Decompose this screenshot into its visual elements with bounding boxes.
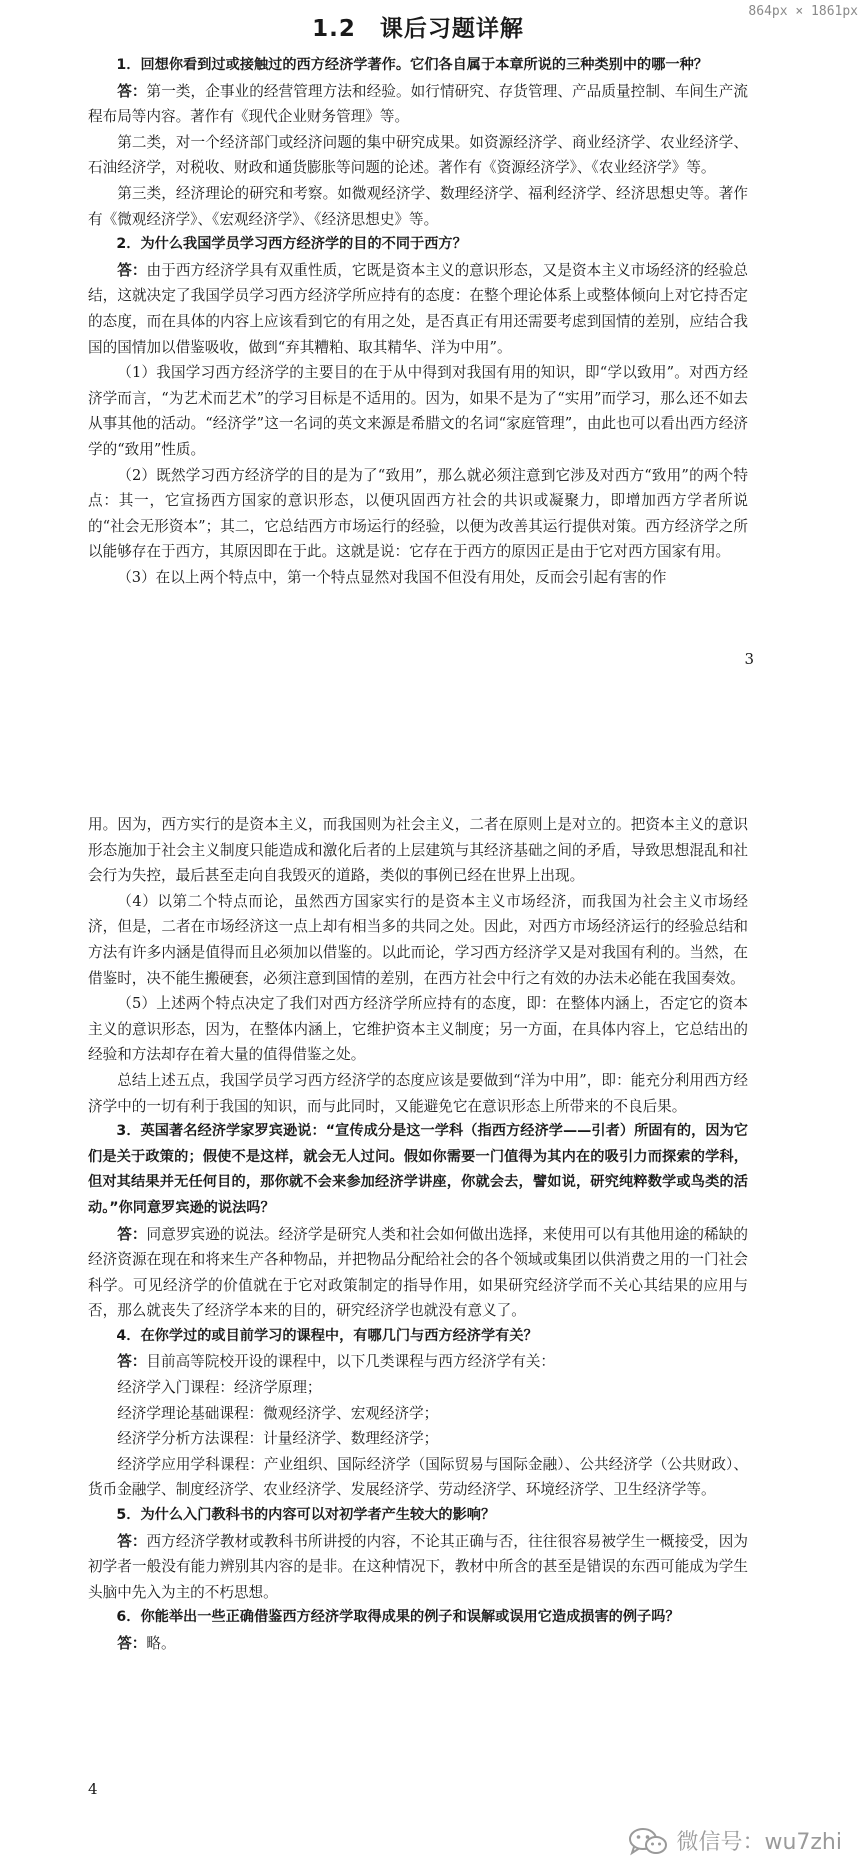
answer-label: 答： (117, 1353, 147, 1371)
paragraph: 经济学理论基础课程：微观经济学、宏观经济学； (117, 1404, 439, 1422)
answer-text: 第一类，企事业的经营管理方法和经验。如行情研究、存货管理、产品质量控制、车间生产流程布局等内容。著作有《现代企业财务管理》等。 (88, 82, 748, 126)
question: 6．你能举出一些正确借鉴西方经济学取得成果的例子和误解或误用它造成损害的例子吗？ (116, 1609, 680, 1626)
page-3-body (88, 53, 748, 590)
wechat-watermark (628, 1825, 842, 1856)
page-4-content (88, 812, 748, 1657)
answer-label: 答： (117, 1532, 147, 1550)
page-number: 4 (88, 1780, 98, 1798)
answer-label: 答： (117, 1635, 147, 1652)
answer-label: 答： (117, 261, 147, 279)
paragraph: （1）我国学习西方经济学的主要目的在于从中得到对我国有用的知识，即“学以致用”。对西方经济学而言，“为艺术而艺术”的学习目标是不适用的。因为，如果不是为了“实用”而学习，那么还不如去从事其他的活动。“经济学”这一名词的英文来源是希腊文的名词“家庭管理”，由此也可以看出西方经济学的“致用”性质。 (88, 364, 748, 458)
question: 4．在你学过的或目前学习的课程中，有哪几门与西方经济学有关？ (116, 1327, 538, 1344)
answer-text: 目前高等院校开设的课程中，以下几类课程与西方经济学有关： (146, 1353, 556, 1371)
paragraph: 经济学分析方法课程：计量经济学、数理经济学； (117, 1430, 439, 1448)
paragraph: 总结上述五点，我国学员学习西方经济学的态度应该是要做到“洋为中用”，即：能充分利用西方经济学中的一切有利于我国的知识，而与此同时，又能避免它在意识形态上所带来的不良后果。 (88, 1071, 748, 1115)
answer-text: 由于西方经济学具有双重性质，它既是资本主义的意识形态，又是资本主义市场经济的经验总结，这就决定了我国学员学习西方经济学所应持有的态度：在整个理论体系上或整体倾向上对它持否定的态度，而在具体的内容上应该看到它的有用之处，是否真正有用还需要考虑到国情的差别，应结合我国的国情加以借鉴吸收，做到“弃其糟粕、取其精华、洋为中用”。 (88, 261, 748, 356)
page-3-content (88, 10, 748, 590)
answer-label: 答： (117, 1225, 147, 1243)
paragraph: 经济学入门课程：经济学原理； (117, 1379, 322, 1397)
paragraph-continued: 用。因为，西方实行的是资本主义，而我国则为社会主义，二者在原则上是对立的。把资本主义的意识形态施加于社会主义制度只能造成和激化后者的上层建筑与其经济基础之间的矛盾，导致思想混乱和社会行为失控，最后甚至走向自我毁灭的道路，类似的事例已经在世界上出现。 (88, 816, 748, 885)
answer (88, 1631, 748, 1657)
paragraph: 经济学应用学科课程：产业组织、国际经济学（国际贸易与国际金融）、公共经济学（公共财政）、货币金融学、制度经济学、农业经济学、发展经济学、劳动经济学、环境经济学、卫生经济学等。 (88, 1455, 748, 1499)
section-title: 1.2 课后习题详解 (312, 16, 524, 42)
answer-text: 略。 (146, 1635, 176, 1652)
dimensions-label: 864px × 1861px (748, 4, 858, 19)
answer (88, 79, 748, 130)
paragraph: 第二类，对一个经济部门或经济问题的集中研究成果。如资源经济学、商业经济学、农业经济学、石油经济学，对税收、财政和通货膨胀等问题的论述。著作有《资源经济学》、《农业经济学》等。 (88, 133, 748, 177)
question: 3．英国著名经济学家罗宾逊说：“宣传成分是这一学科（指西方经济学——引者）所固有的，因为它们是关于政策的；假使不是这样，就会无人过问。假如你需要一门值得为其内在的吸引力而探索的学科，但对其结果并无任何目的，那你就不会来参加经济学讲座，你就会去，譬如说，研究纯粹数学或鸟类的活动。”你同意罗宾逊的说法吗？ (88, 1123, 748, 1216)
paragraph: 第三类，经济理论的研究和考察。如微观经济学、数理经济学、福利经济学、经济思想史等。著作有《微观经济学》、《宏观经济学》、《经济思想史》等。 (88, 184, 748, 228)
question: 2．为什么我国学员学习西方经济学的目的不同于西方？ (116, 236, 467, 253)
answer-text: 西方经济学教材或教科书所讲授的内容，不论其正确与否，往往很容易被学生一概接受，因为初学者一般没有能力辨别其内容的是非。在这种情况下，教材中所含的甚至是错误的东西可能成为学生头脑中先入为主的不朽思想。 (88, 1532, 748, 1601)
page-3 (0, 0, 864, 690)
answer (88, 1349, 748, 1375)
watermark-text: 微信号：wu7zhi (676, 1830, 842, 1855)
paragraph: （2）既然学习西方经济学的目的是为了“致用”，那么就必须注意到它涉及对西方“致用”的两个特点：其一，它宣扬西方国家的意识形态，以便巩固西方社会的共识或凝聚力，即增加西方学者所说的“社会无形资本”；其二，它总结西方市场运行的经验，以便为改善其运行提供对策。西方经济学之所以能够存在于西方，其原因即在于此。这就是说：它存在于西方的原因正是由于它对西方国家有用。 (88, 466, 748, 561)
answer (88, 258, 748, 360)
paragraph: （5）上述两个特点决定了我们对西方经济学所应持有的态度，即：在整体内涵上，否定它的资本主义的意识形态，因为，在整体内涵上，它维护资本主义制度；另一方面，在具体内容上，它总结出的经验和方法却存在着大量的值得借鉴之处。 (88, 995, 748, 1064)
answer (88, 1222, 748, 1324)
answer (88, 1529, 748, 1606)
wechat-icon (628, 1826, 668, 1856)
question: 5．为什么入门教科书的内容可以对初学者产生较大的影响？ (116, 1507, 496, 1524)
paragraph: （4）以第二个特点而论，虽然西方国家实行的是资本主义市场经济，而我国为社会主义市场经济，但是，二者在市场经济这一点上却有相当多的共同之处。因此，对西方市场经济运行的经验总结和方法有许多内涵是值得而且必须加以借鉴的。以此而论，学习西方经济学又是对我国有利的。当然，在借鉴时，决不能生搬硬套，必须注意到国情的差别，在西方社会中行之有效的办法未必能在我国奏效。 (88, 892, 748, 987)
question: 1．回想你看到过或接触过的西方经济学著作。它们各自属于本章所说的三种类别中的哪一种？ (116, 57, 708, 73)
page-4 (0, 800, 864, 1861)
paragraph: （3）在以上两个特点中，第一个特点显然对我国不但没有用处，反而会引起有害的作 (117, 568, 667, 586)
answer-label: 答： (117, 82, 147, 100)
page-4-body (88, 812, 748, 1657)
answer-text: 同意罗宾逊的说法。经济学是研究人类和社会如何做出选择，来使用可以有其他用途的稀缺的经济资源在现在和将来生产各种物品，并把物品分配给社会的各个领域或集团以供消费之用的一门社会科学。可见经济学的价值就在于它对政策制定的指导作用，如果研究经济学而不关心其结果的应用与否，那么就丧失了经济学本来的目的，研究经济学也就没有意义了。 (88, 1225, 748, 1320)
page-number: 3 (744, 650, 754, 668)
